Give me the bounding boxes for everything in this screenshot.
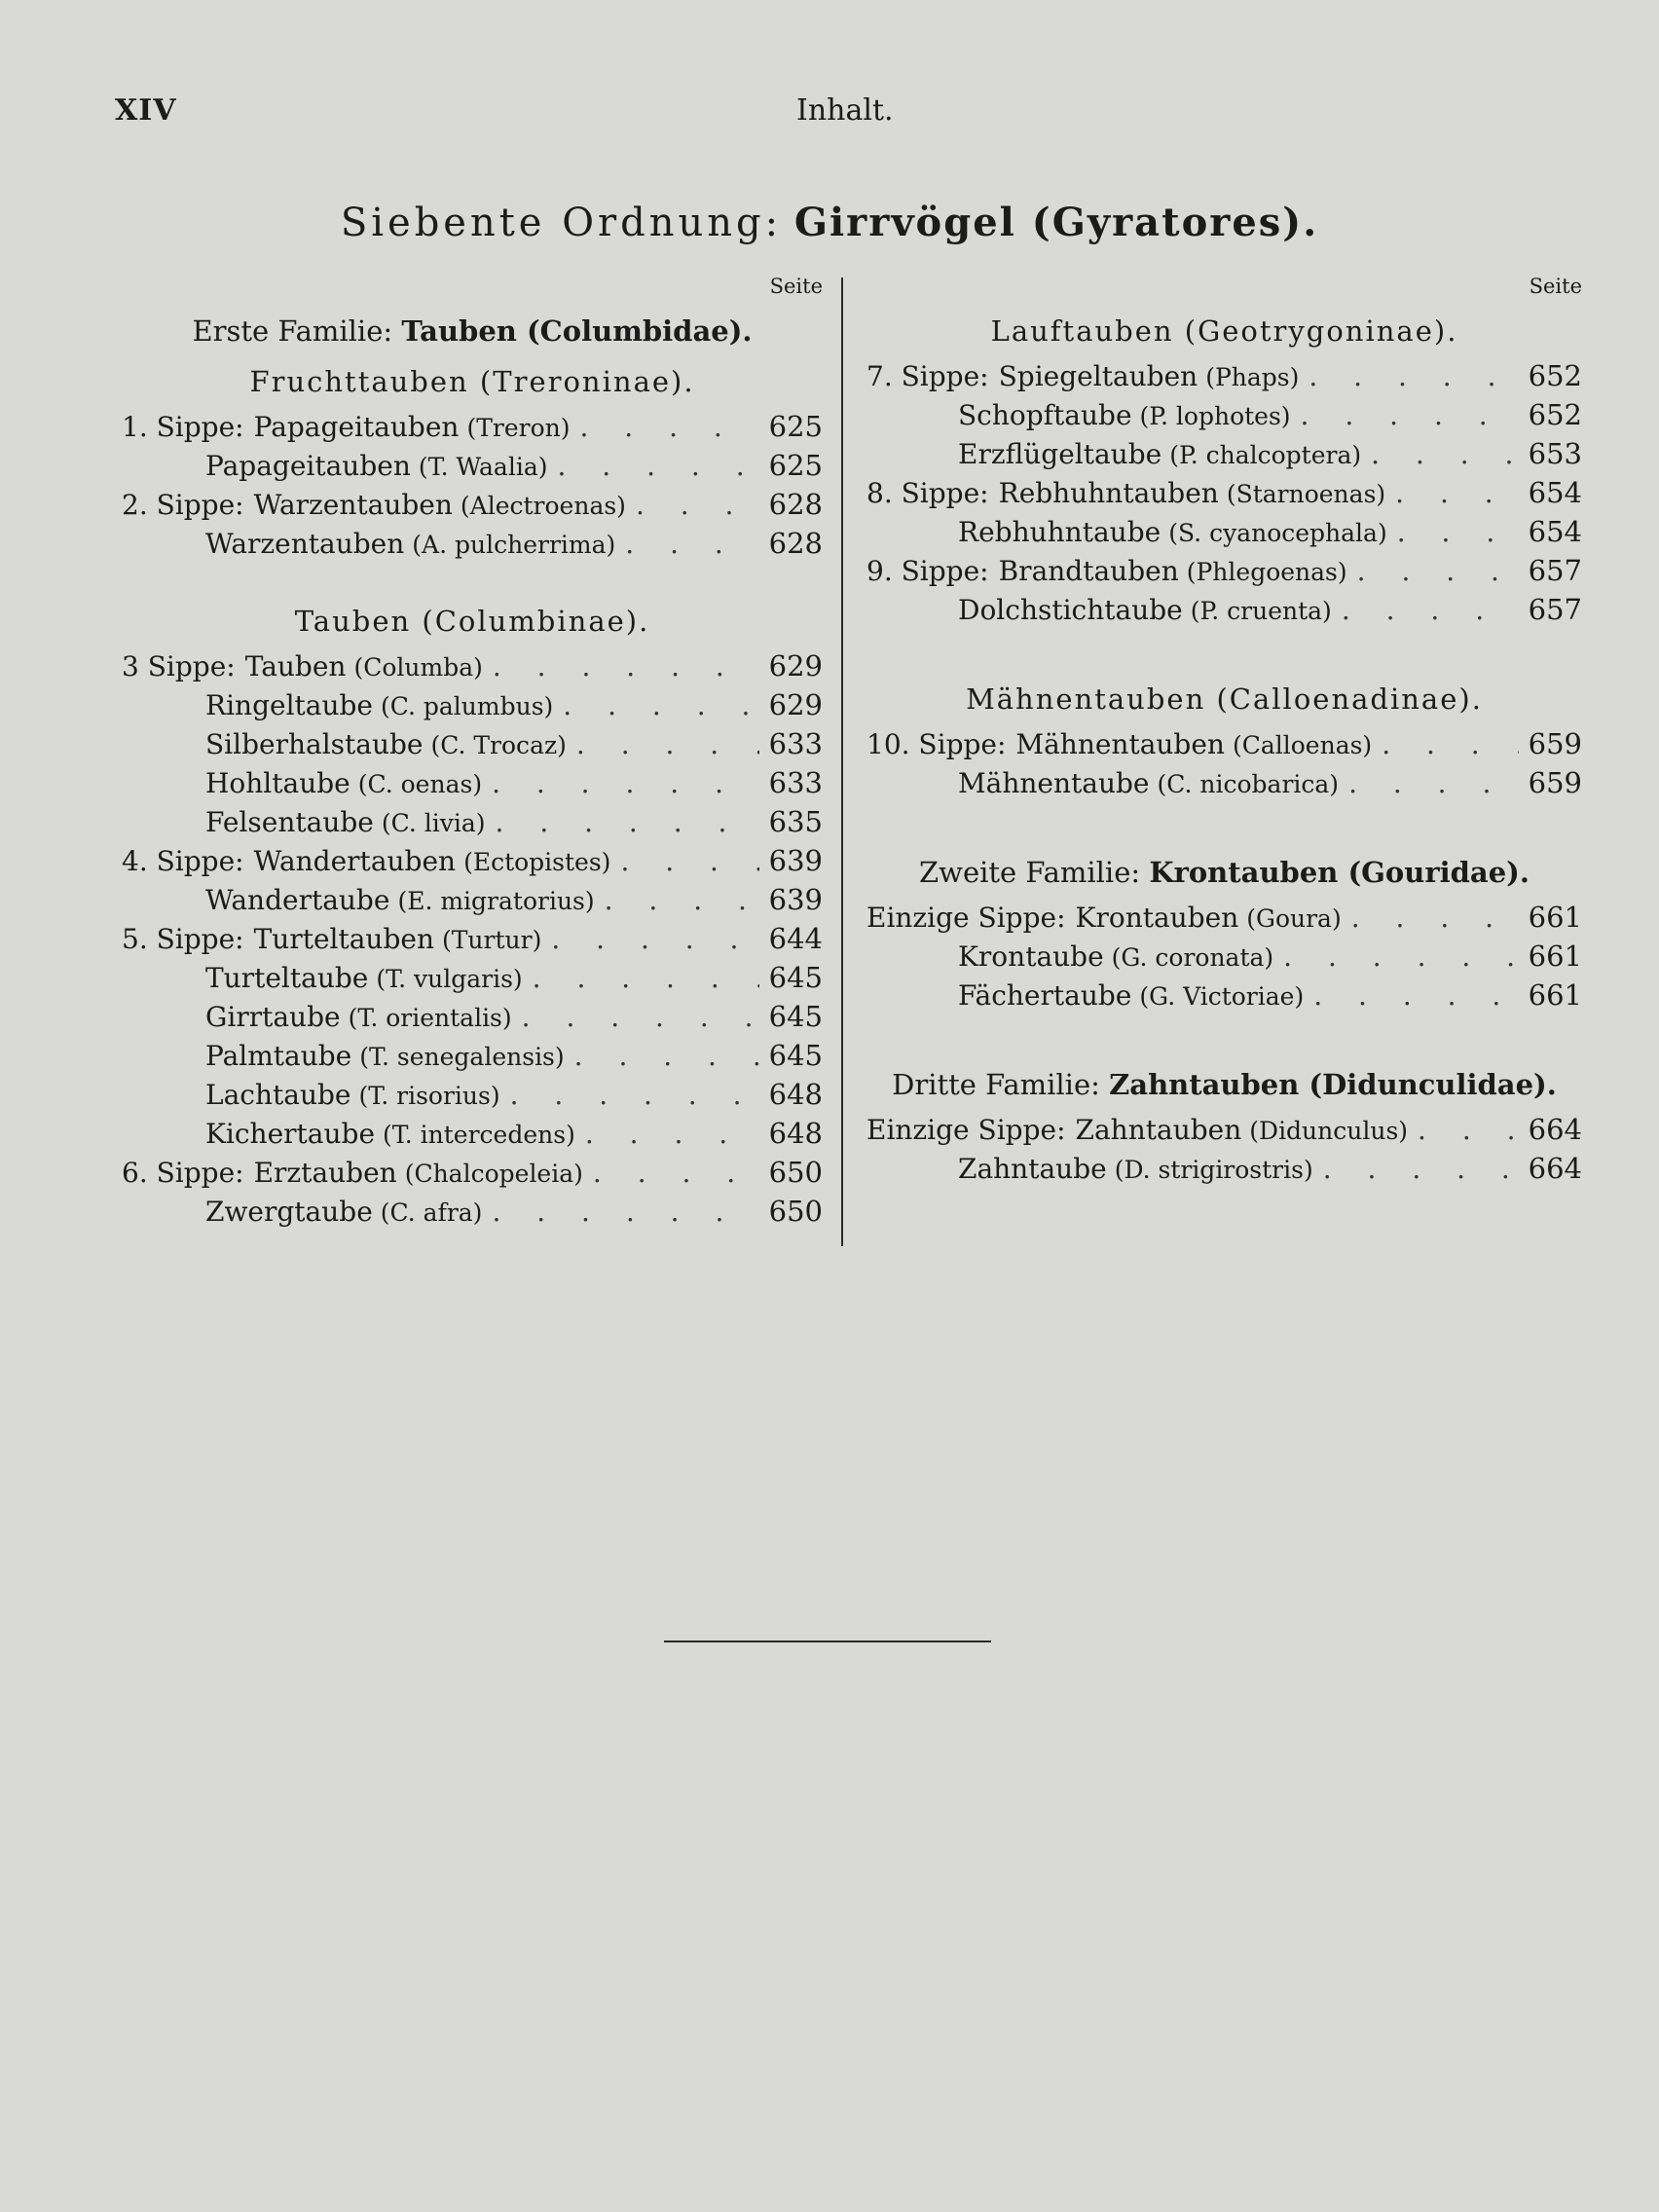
entry-page-number: 653	[1528, 437, 1582, 470]
entry-label: Spiegeltauben	[998, 360, 1198, 392]
leader-dots	[492, 764, 759, 803]
leader-dots	[1371, 435, 1519, 474]
entry-page-number: 645	[768, 1000, 823, 1033]
entry-page-number: 645	[768, 961, 823, 994]
entry-label: Warzentauben	[253, 489, 453, 521]
entry-latin-name: (T. Waalia)	[418, 453, 548, 481]
entry-page-number: 654	[1528, 515, 1582, 548]
entry-page-number: 657	[1528, 554, 1582, 587]
entry-label: Rebhuhntaube	[958, 516, 1161, 548]
entry-label: Erzflügeltaube	[958, 438, 1162, 470]
entry-number: 1. Sippe:	[122, 411, 244, 443]
subfamily-heading: Mähnentauben (Calloenadinae).	[966, 682, 1483, 716]
entry-page-number: 625	[768, 449, 823, 482]
toc-entry	[866, 551, 1582, 590]
toc-entry	[866, 512, 1582, 551]
subfamily-heading: Lauftauben (Geotrygoninae).	[990, 314, 1458, 348]
leader-dots	[1323, 1150, 1519, 1189]
toc-entry	[122, 646, 823, 685]
entry-latin-name: (C. afra)	[380, 1198, 483, 1227]
leader-dots	[620, 842, 758, 881]
leader-dots	[492, 1193, 758, 1232]
entry-page-number: 664	[1528, 1152, 1582, 1185]
entry-label: Erztauben	[253, 1157, 397, 1189]
entry-page-number: 628	[768, 527, 823, 560]
entry-page-number: 635	[768, 805, 823, 838]
toc-entry	[866, 473, 1582, 512]
entry-number: 3 Sippe:	[122, 650, 236, 682]
entry-label: Kichertaube	[205, 1118, 376, 1150]
toc-entry	[866, 395, 1582, 434]
entry-label: Brandtauben	[998, 555, 1179, 587]
entry-label: Hohltaube	[205, 767, 350, 799]
entry-list	[866, 1110, 1582, 1188]
entry-number: 4. Sippe:	[122, 845, 244, 877]
entry-page-number: 639	[768, 883, 823, 916]
entry-label: Wandertauben	[253, 845, 457, 877]
entry-page-number: 628	[768, 488, 823, 521]
entry-latin-name: (C. oenas)	[357, 770, 483, 798]
family-heading	[122, 306, 823, 356]
entry-latin-name: (T. risorius)	[358, 1082, 500, 1110]
entry-label: Mähnentaube	[958, 767, 1150, 799]
family-name: Krontauben (Gouridae).	[1149, 856, 1530, 889]
toc-entry	[866, 590, 1582, 629]
entry-page-number: 652	[1528, 359, 1582, 392]
entry-page-number: 664	[1528, 1113, 1582, 1146]
entry-list	[866, 724, 1582, 802]
entry-latin-name: (C. nicobarica)	[1157, 770, 1340, 798]
leader-dots	[1342, 591, 1519, 630]
leader-dots	[576, 725, 759, 764]
entry-latin-name: (Turtur)	[442, 926, 542, 954]
toc-entry	[866, 434, 1582, 473]
entry-latin-name: (Treron)	[466, 414, 571, 442]
leader-dots	[636, 486, 759, 525]
leader-dots	[574, 1037, 759, 1076]
toc-entry	[122, 685, 823, 724]
entry-latin-name: (T. orientalis)	[348, 1004, 512, 1032]
entry-latin-name: (G. Victoriae)	[1139, 982, 1305, 1011]
leader-dots	[585, 1115, 759, 1154]
entry-latin-name: (T. senegalensis)	[359, 1043, 565, 1071]
entry-latin-name: (Starnoenas)	[1226, 480, 1386, 508]
leader-dots	[1309, 357, 1518, 396]
entry-label: Girrtaube	[205, 1001, 341, 1033]
entry-label: Silberhalstaube	[205, 728, 424, 760]
toc-entry	[122, 485, 823, 524]
order-title-name: Girrvögel (Gyratores).	[793, 200, 1319, 245]
leader-dots	[496, 803, 759, 842]
entry-number: 5. Sippe:	[122, 923, 244, 955]
entry-number: 2. Sippe:	[122, 489, 244, 521]
entry-number: 6. Sippe:	[122, 1157, 244, 1189]
entry-latin-name: (D. strigirostris)	[1114, 1156, 1313, 1184]
leader-dots	[605, 881, 759, 920]
leader-dots	[625, 525, 758, 564]
leader-dots	[1357, 552, 1519, 591]
entry-label: Zwergtaube	[205, 1196, 373, 1228]
toc-entry	[122, 1075, 823, 1114]
toc-entry	[122, 802, 823, 841]
leader-dots	[533, 959, 759, 998]
entry-latin-name: (G. coronata)	[1111, 943, 1274, 972]
toc-entry	[122, 524, 823, 563]
leader-dots	[1348, 764, 1519, 803]
entry-latin-name: (S. cyanocephala)	[1168, 519, 1387, 547]
toc-entry	[122, 919, 823, 958]
entry-label: Ringeltaube	[205, 689, 373, 721]
family-prefix: Zweite Familie:	[918, 856, 1141, 889]
entry-page-number: 645	[768, 1039, 823, 1072]
entry-page-number: 661	[1528, 901, 1582, 934]
leader-dots	[522, 998, 759, 1037]
subfamily-heading: Tauben (Columbinae).	[294, 605, 650, 638]
entry-label: Krontauben	[1075, 902, 1239, 934]
entry-label: Felsentaube	[205, 806, 374, 838]
entry-label: Tauben	[244, 650, 347, 682]
leader-dots	[1313, 977, 1518, 1015]
entry-latin-name: (P. cruenta)	[1190, 597, 1332, 625]
entry-page-number: 661	[1528, 940, 1582, 973]
entry-list	[122, 646, 823, 1231]
toc-entry	[122, 880, 823, 919]
leader-dots	[493, 647, 759, 686]
entry-label: Lachtaube	[205, 1079, 351, 1111]
entry-latin-name: (C. Trocaz)	[430, 731, 567, 759]
column-divider	[841, 277, 843, 1246]
entry-page-number: 657	[1528, 593, 1582, 626]
toc-entry	[866, 976, 1582, 1014]
leader-dots	[1351, 899, 1519, 938]
closing-rule	[664, 1641, 991, 1642]
toc-entry	[122, 997, 823, 1036]
toc-entry	[866, 1110, 1582, 1149]
entry-latin-name: (Chalcopeleia)	[404, 1160, 583, 1188]
entry-label: Turteltauben	[253, 923, 434, 955]
entry-latin-name: (Phlegoenas)	[1186, 558, 1347, 586]
toc-entry	[122, 724, 823, 763]
leader-dots	[580, 408, 759, 447]
leader-dots	[1395, 474, 1518, 513]
toc-entry	[866, 937, 1582, 976]
entry-latin-name: (T. intercedens)	[383, 1121, 575, 1149]
entry-label: Zahntaube	[958, 1153, 1107, 1185]
entry-number: 10. Sippe:	[866, 728, 1007, 760]
family-heading	[866, 847, 1582, 898]
entry-latin-name: (C. livia)	[381, 809, 486, 837]
entry-latin-name: (A. pulcherrima)	[412, 531, 616, 559]
toc-entry	[122, 1192, 823, 1231]
entry-label: Warzentauben	[205, 528, 405, 560]
leader-dots	[551, 920, 758, 959]
entry-page-number: 629	[768, 649, 823, 682]
entry-label: Papageitauben	[253, 411, 460, 443]
entry-page-number: 633	[768, 727, 823, 760]
entry-latin-name: (C. palumbus)	[381, 692, 554, 720]
leader-dots	[1283, 938, 1518, 977]
entry-list	[122, 407, 823, 563]
entry-latin-name: (Calloenas)	[1232, 731, 1373, 759]
toc-entry	[122, 958, 823, 997]
toc-entry	[866, 724, 1582, 763]
leader-dots	[1418, 1111, 1519, 1150]
leader-dots	[558, 447, 759, 486]
entry-label: Papageitauben	[205, 450, 411, 482]
entry-label: Krontaube	[958, 940, 1104, 973]
entry-label: Palmtaube	[205, 1040, 352, 1072]
entry-latin-name: (Ectopistes)	[463, 848, 611, 876]
entry-page-number: 625	[768, 410, 823, 443]
toc-entry	[122, 763, 823, 802]
entry-number: Einzige Sippe:	[866, 1114, 1066, 1146]
leader-dots	[1301, 396, 1519, 435]
entry-number: 9. Sippe:	[866, 555, 989, 587]
entry-page-number: 652	[1528, 398, 1582, 431]
entry-latin-name: (P. lophotes)	[1139, 402, 1291, 430]
toc-entry	[866, 898, 1582, 937]
family-prefix: Dritte Familie:	[892, 1068, 1100, 1101]
left-column	[122, 275, 823, 1231]
entry-latin-name: (E. migratorius)	[397, 887, 595, 915]
entry-number: 8. Sippe:	[866, 477, 989, 509]
entry-page-number: 629	[768, 688, 823, 721]
running-title: Inhalt.	[796, 93, 894, 128]
seite-label: Seite	[769, 275, 823, 298]
family-heading	[866, 1059, 1582, 1110]
entry-latin-name: (Didunculus)	[1249, 1117, 1409, 1145]
entry-latin-name: (T. vulgaris)	[376, 965, 523, 993]
entry-list	[866, 356, 1582, 629]
entry-number: Einzige Sippe:	[866, 902, 1066, 934]
entry-page-number: 639	[768, 844, 823, 877]
entry-page-number: 648	[768, 1078, 823, 1111]
entry-page-number: 661	[1528, 978, 1582, 1012]
entry-latin-name: (Alectroenas)	[460, 492, 626, 520]
entry-latin-name: (Columba)	[353, 653, 483, 682]
entry-number: 7. Sippe:	[866, 360, 989, 392]
toc-entry	[866, 356, 1582, 395]
entry-label: Wandertaube	[205, 884, 390, 916]
toc-entry	[122, 1114, 823, 1153]
entry-page-number: 659	[1528, 766, 1582, 799]
entry-page-number: 650	[768, 1195, 823, 1228]
entry-label: Zahntauben	[1075, 1114, 1242, 1146]
entry-page-number: 654	[1528, 476, 1582, 509]
family-prefix: Erste Familie:	[192, 314, 393, 348]
entry-page-number: 648	[768, 1117, 823, 1150]
entry-latin-name: (P. chalcoptera)	[1169, 441, 1362, 469]
subfamily-heading: Fruchttauben (Treroninae).	[249, 365, 695, 398]
toc-entry	[122, 407, 823, 446]
entry-latin-name: (Goura)	[1246, 904, 1342, 933]
entry-label: Fächertaube	[958, 979, 1132, 1012]
entry-page-number: 650	[768, 1156, 823, 1189]
toc-entry	[866, 763, 1582, 802]
entry-latin-name: (Phaps)	[1205, 363, 1300, 391]
page-header	[115, 93, 1575, 132]
entry-page-number: 633	[768, 766, 823, 799]
toc-entry	[122, 446, 823, 485]
order-title	[0, 200, 1659, 245]
entry-label: Dolchstichtaube	[958, 594, 1183, 626]
right-column	[866, 275, 1582, 1188]
entry-label: Mähnentauben	[1015, 728, 1225, 760]
leader-dots	[1397, 513, 1519, 552]
order-title-prefix: Siebente Ordnung:	[340, 201, 783, 245]
leader-dots	[1382, 725, 1518, 764]
leader-dots	[510, 1076, 759, 1115]
entry-label: Rebhuhntauben	[998, 477, 1219, 509]
toc-entry	[122, 1036, 823, 1075]
toc-entry	[122, 841, 823, 880]
page-number: XIV	[115, 93, 177, 128]
entry-label: Turteltaube	[205, 962, 369, 994]
family-name: Tauben (Columbidae).	[401, 314, 753, 348]
seite-label: Seite	[1529, 275, 1582, 298]
leader-dots	[563, 686, 758, 725]
family-name: Zahntauben (Didunculidae).	[1109, 1068, 1557, 1101]
toc-entry	[122, 1153, 823, 1192]
leader-dots	[593, 1154, 759, 1193]
entry-page-number: 644	[768, 922, 823, 955]
entry-list	[866, 898, 1582, 1014]
toc-entry	[866, 1149, 1582, 1188]
entry-label: Schopftaube	[958, 399, 1132, 431]
entry-page-number: 659	[1528, 727, 1582, 760]
